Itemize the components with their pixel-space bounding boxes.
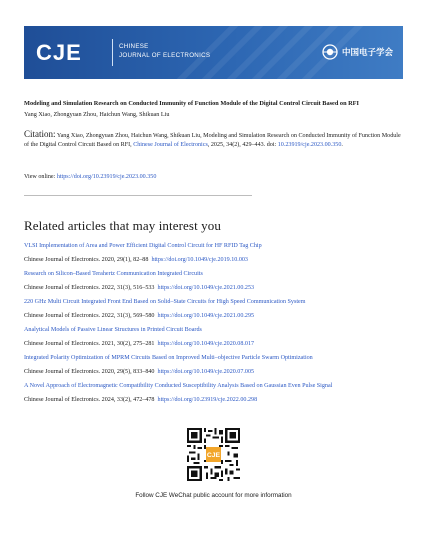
related-article-title-link[interactable]: A Novel Approach of Electromagnetic Compatibility Conducted Susceptibility Analysis Based on Gaussian Even Pulse Signal — [24, 383, 333, 389]
related-article-title-link[interactable]: Integrated Polarity Optimization of MPRM Circuits Based on Improved Multi–objective Particle Swarm Optimization — [24, 355, 313, 361]
society-seal-icon — [322, 44, 338, 60]
section-divider — [24, 195, 252, 196]
journal-name — [119, 42, 210, 60]
wechat-qr-code[interactable] — [187, 428, 240, 481]
logo-divider — [112, 39, 113, 66]
related-article-citation: Chinese Journal of Electronics. 2022, 31(3), 516–533 — [24, 284, 155, 291]
related-article-meta — [24, 396, 404, 405]
related-article-meta — [24, 368, 404, 377]
related-article-doi-link[interactable]: https://doi.org/10.23919/cje.2022.00.298 — [157, 396, 258, 403]
related-article — [24, 382, 404, 405]
related-article-citation: Chinese Journal of Electronics. 2022, 31(3), 569–580 — [24, 312, 155, 319]
society-name: 中国电子学会 — [341, 48, 393, 58]
citation-label: Citation: — [24, 129, 56, 139]
citation-block — [24, 130, 406, 150]
related-article-citation: Chinese Journal of Electronics. 2020, 29(1), 82–88 — [24, 256, 149, 263]
related-article — [24, 298, 404, 321]
citation-text: Yang Xiao, Zhongyuan Zhou, Haichun Wang, Shikuan Liu, Modeling and Simulation Research on Conducted Immunity of Function Module of the Digital Control Circuit Based on RFI, — [24, 133, 401, 149]
paper-authors: Yang Xiao, Zhongyuan Zhou, Haichun Wang, Shikuan Liu — [24, 111, 170, 118]
citation-journal-link[interactable]: Chinese Journal of Electronics — [133, 142, 208, 149]
view-online — [24, 173, 156, 182]
citation-details: , 2025, 34(2), 429–443. doi: — [207, 142, 277, 149]
society-logo — [322, 43, 393, 61]
journal-name-line1: CHINESE — [119, 43, 149, 50]
related-article-title-link[interactable]: Research on Silicon–Based Terahertz Communication Integrated Circuits — [24, 271, 203, 277]
related-article-citation: Chinese Journal of Electronics. 2020, 29(5), 833–840 — [24, 368, 155, 375]
cje-logo: CJE — [36, 40, 82, 65]
related-article-meta — [24, 312, 404, 321]
related-article-meta — [24, 284, 404, 293]
view-online-link[interactable]: https://doi.org/10.23919/cje.2023.00.350 — [56, 174, 157, 180]
related-article-doi-link[interactable]: https://doi.org/10.1049/cje.2021.00.253 — [157, 284, 255, 291]
citation-doi-link[interactable]: 10.23919/cje.2023.00.350 — [277, 142, 342, 149]
related-article-citation: Chinese Journal of Electronics. 2024, 33(2), 472–478 — [24, 396, 155, 403]
related-article-citation: Chinese Journal of Electronics. 2021, 30(2), 275–281 — [24, 340, 155, 347]
related-article-doi-link[interactable]: https://doi.org/10.1049/cje.2019.10.003 — [151, 256, 248, 263]
related-article-title-link[interactable]: VLSI Implementation of Area and Power Efficient Digital Control Circuit for HF RFID Tag Chip — [24, 243, 262, 249]
view-online-label: View online: — [24, 174, 57, 180]
related-article — [24, 326, 404, 349]
journal-banner — [24, 26, 403, 79]
related-article — [24, 270, 404, 293]
related-article-doi-link[interactable]: https://doi.org/10.1049/cje.2020.07.005 — [157, 368, 255, 375]
citation-end: . — [341, 142, 343, 149]
related-article — [24, 242, 404, 265]
qr-caption: Follow CJE WeChat public account for more information — [135, 492, 292, 499]
related-article — [24, 354, 404, 377]
journal-name-line2: JOURNAL OF ELECTRONICS — [119, 52, 211, 59]
related-article-meta — [24, 256, 404, 265]
related-article-doi-link[interactable]: https://doi.org/10.1049/cje.2020.08.017 — [157, 340, 255, 347]
qr-center-label: CJE — [206, 451, 221, 459]
related-article-meta — [24, 340, 404, 349]
related-heading: Related articles that may interest you — [24, 218, 221, 233]
related-article-title-link[interactable]: 220 GHz Multi Circuit Integrated Front End Based on Solid–State Circuits for High Speed Communication System — [24, 299, 306, 305]
related-article-doi-link[interactable]: https://doi.org/10.1049/cje.2021.00.295 — [157, 312, 255, 319]
related-article-title-link[interactable]: Analytical Models of Passive Linear Structures in Printed Circuit Boards — [24, 327, 202, 333]
paper-title: Modeling and Simulation Research on Conducted Immunity of Function Module of the Digital Control Circuit Based on RFI — [24, 100, 359, 107]
